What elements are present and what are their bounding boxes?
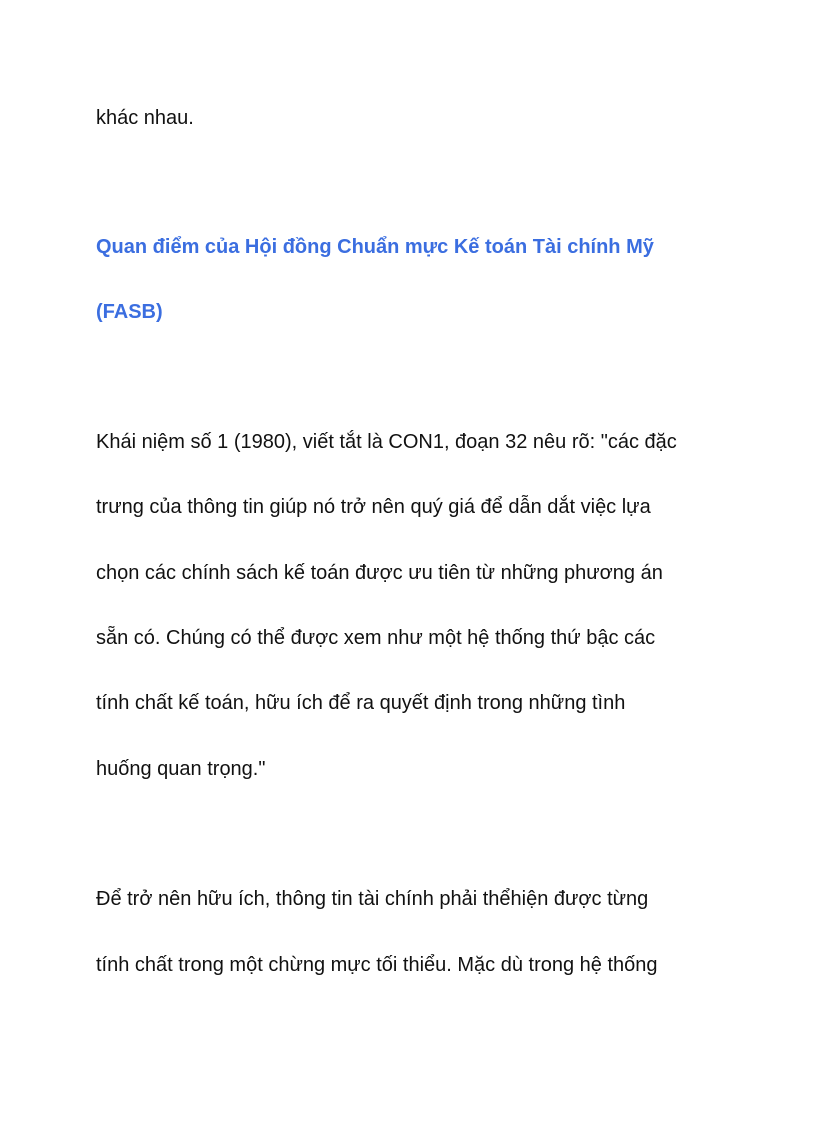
section-heading-line-1: Quan điểm của Hội đồng Chuẩn mực Kế toán Tài chính Mỹ xyxy=(96,236,654,258)
continued-text: khác nhau. xyxy=(96,107,194,129)
paragraph-2-line-1: Để trở nên hữu ích, thông tin tài chính phải thểhiện được từng xyxy=(96,888,649,910)
paragraph-1-line-5: tính chất kế toán, hữu ích để ra quyết định trong những tình xyxy=(96,692,626,714)
paragraph-2-line-2: tính chất trong một chừng mực tối thiểu. Mặc dù trong hệ thống xyxy=(96,954,658,976)
paragraph-1-line-1: Khái niệm số 1 (1980), viết tắt là CON1, đoạn 32 nêu rõ: "các đặc xyxy=(96,431,677,453)
paragraph-1-line-4: sẵn có. Chúng có thể được xem như một hệ thống thứ bậc các xyxy=(96,627,656,649)
paragraph-1-line-2: trưng của thông tin giúp nó trở nên quý giá để dẫn dắt việc lựa xyxy=(96,496,651,518)
section-heading-line-2: (FASB) xyxy=(96,301,163,323)
paragraph-1-line-6: huống quan trọng." xyxy=(96,758,266,780)
paragraph-1-line-3: chọn các chính sách kế toán được ưu tiên từ những phương án xyxy=(96,562,663,584)
